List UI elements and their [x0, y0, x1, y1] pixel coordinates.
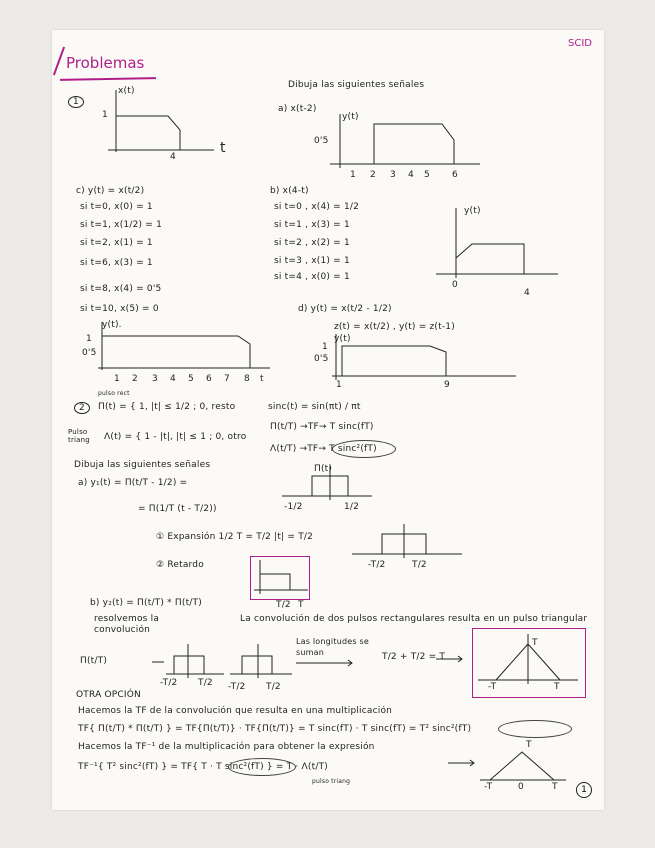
arrow: [436, 656, 466, 662]
a-tick: 5: [424, 170, 430, 180]
sinc-definition: sinc(t) = sin(πt) / πt: [268, 402, 361, 412]
b-tick: 0: [452, 280, 458, 290]
c-yhalf: 0'5: [82, 348, 97, 358]
p2-b-resolve: resolvemos la convolución: [94, 614, 160, 635]
expansion-graph: [352, 524, 462, 560]
p2-a-title: a) y₁(t) = Π(t/T - 1/2) =: [78, 478, 188, 488]
c-tick: 3: [152, 374, 158, 384]
a-tick: 4: [408, 170, 414, 180]
c-tick: 4: [170, 374, 176, 384]
c-tick: 6: [206, 374, 212, 384]
c-tick: 7: [224, 374, 230, 384]
c-line: si t=6, x(3) = 1: [80, 258, 153, 268]
pulso-rect-label: pulso rect: [98, 390, 130, 397]
exp-tick: T/2: [412, 560, 427, 570]
arrow: [448, 760, 478, 766]
x-graph-y1: 1: [102, 110, 108, 120]
x-graph-t4: 4: [170, 152, 176, 162]
c-line: si t=2, x(1) = 1: [80, 238, 153, 248]
pulso-triang-label: Pulso triang: [68, 428, 90, 444]
problem-number-1: 1: [68, 96, 84, 108]
d-tick: 1: [336, 380, 342, 390]
problem-number-2: 2: [74, 402, 90, 414]
final-triangle-graph: [480, 746, 566, 786]
retardo-step: ② Retardo: [156, 560, 204, 570]
notebook-page: [52, 30, 604, 810]
c-tick: 2: [132, 374, 138, 384]
d-title: d) y(t) = x(t/2 - 1/2): [298, 304, 392, 314]
c-line: si t=1, x(1/2) = 1: [80, 220, 162, 230]
c-line: si t=8, x(4) = 0'5: [80, 284, 162, 294]
x-graph-t-axis: t: [220, 140, 226, 156]
page-title: Problemas: [66, 54, 145, 72]
d-graph: [332, 334, 518, 382]
triangle-graph: [478, 634, 578, 686]
a-tick: 3: [390, 170, 396, 180]
pulso-triang-note: pulso triang: [312, 778, 351, 785]
c-graph: [98, 322, 274, 372]
arrow: [296, 660, 356, 666]
c-ylabel: y(t).: [102, 320, 122, 330]
title-underline: [60, 77, 156, 81]
a-tick: 2: [370, 170, 376, 180]
otra-opcion: OTRA OPCIÓN: [76, 690, 141, 700]
c-tick: t: [260, 374, 264, 384]
c-tick: 1: [114, 374, 120, 384]
conv-graph-2: [222, 644, 292, 680]
p1-a-title: a) x(t-2): [278, 104, 317, 114]
p1-a-half: 0'5: [314, 136, 329, 146]
x-graph-label: x(t): [118, 86, 135, 96]
pi-tick: -1/2: [284, 502, 303, 512]
c-y1: 1: [86, 334, 92, 344]
c-line: si t=10, x(5) = 0: [80, 304, 159, 314]
conv2-tick: -T/2: [228, 682, 246, 692]
sum-equation: T/2 + T/2 = T: [382, 652, 446, 662]
pi-graph: [282, 466, 372, 502]
conv1-tick: -T/2: [160, 678, 178, 688]
ret-tick: T/2: [276, 600, 291, 610]
final-tick: -T: [484, 782, 493, 792]
a-tick: 6: [452, 170, 458, 180]
otra-line-2: TF{ Π(t/T) * Π(t/T) } = TF{Π(t/T)} · TF{Π(t/T)} = T sinc(fT) · T sinc(fT) = T² sinc²(fT): [78, 724, 472, 734]
p2-b-statement: La convolución de dos pulsos rectangulares resulta en un pulso triangular: [240, 614, 588, 624]
retardo-graph: [254, 560, 308, 596]
highlight-oval: [228, 758, 296, 776]
pi-graph-label: Π(t): [314, 464, 333, 474]
d-yhalf: 0'5: [314, 354, 329, 364]
b-line: si t=1 , x(3) = 1: [274, 220, 350, 230]
x-graph: [108, 90, 218, 154]
p2-b-title: b) y₂(t) = Π(t/T) * Π(t/T): [90, 598, 202, 608]
tf-pair-2: Λ(t/T) →TF→ T sinc²(fT): [270, 444, 377, 454]
c-tick: 5: [188, 374, 194, 384]
p2-instruction: Dibuja las siguientes señales: [74, 460, 211, 470]
b-line: si t=0 , x(4) = 1/2: [274, 202, 360, 212]
p1-instruction: Dibuja las siguientes señales: [288, 80, 425, 90]
b-line: si t=2 , x(2) = 1: [274, 238, 350, 248]
c-line: si t=0, x(0) = 1: [80, 202, 153, 212]
longitudes-note: Las longitudes se suman: [296, 637, 369, 657]
a-tick: 1: [350, 170, 356, 180]
otra-line-4: TF⁻¹{ T² sinc²(fT) } = TF{ T · T sinc²(fT) } = T · Λ(t/T): [78, 762, 328, 772]
tri-tick: -T: [488, 682, 497, 692]
d-ylabel: y(t): [334, 334, 351, 344]
final-tick: 0: [518, 782, 524, 792]
conv-graph-1: [152, 644, 224, 680]
b-line: si t=3 , x(1) = 1: [274, 256, 350, 266]
highlight-oval: [498, 720, 572, 738]
tri-tick: T: [554, 682, 560, 692]
highlight-oval: [332, 440, 396, 458]
title-slash-decoration: [53, 47, 65, 76]
pi-t-label: Π(t/T): [80, 656, 108, 666]
b-ylabel: y(t): [464, 206, 481, 216]
b-line: si t=4 , x(0) = 1: [274, 272, 350, 282]
b-graph: [436, 208, 560, 280]
page-number: 1: [576, 782, 592, 798]
lambda-definition: Λ(t) = { 1 - |t|, |t| ≤ 1 ; 0, otro: [104, 432, 247, 442]
b-tick: 4: [524, 288, 530, 298]
course-code: SCID: [568, 38, 592, 49]
p2-a-step: = Π(1/T (t - T/2)): [138, 504, 217, 514]
conv1-tick: T/2: [198, 678, 213, 688]
b-title: b) x(4-t): [270, 186, 309, 196]
expansion-step: ① Expansión 1/2 T = T/2 |t| = T/2: [156, 532, 314, 542]
p1-a-ylabel: y(t): [342, 112, 359, 122]
d-sub: z(t) = x(t/2) , y(t) = z(t-1): [334, 322, 455, 332]
c-tick: 8: [244, 374, 250, 384]
final-tick: T: [552, 782, 558, 792]
ret-tick: T: [298, 600, 304, 610]
pi-definition: Π(t) = { 1, |t| ≤ 1/2 ; 0, resto: [98, 402, 236, 412]
d-y1: 1: [322, 342, 328, 352]
otra-line-3: Hacemos la TF⁻¹ de la multiplicación para obtener la expresión: [78, 742, 375, 752]
tri-peak: T: [532, 638, 538, 648]
conv2-tick: T/2: [266, 682, 281, 692]
tf-pair-1: Π(t/T) →TF→ T sinc(fT): [270, 422, 374, 432]
final-peak: T: [526, 740, 532, 750]
a-graph: [330, 114, 490, 170]
c-title: c) y(t) = x(t/2): [76, 186, 145, 196]
otra-line-1: Hacemos la TF de la convolución que resulta en una multiplicación: [78, 706, 393, 716]
exp-tick: -T/2: [368, 560, 386, 570]
d-tick: 9: [444, 380, 450, 390]
pi-tick: 1/2: [344, 502, 360, 512]
